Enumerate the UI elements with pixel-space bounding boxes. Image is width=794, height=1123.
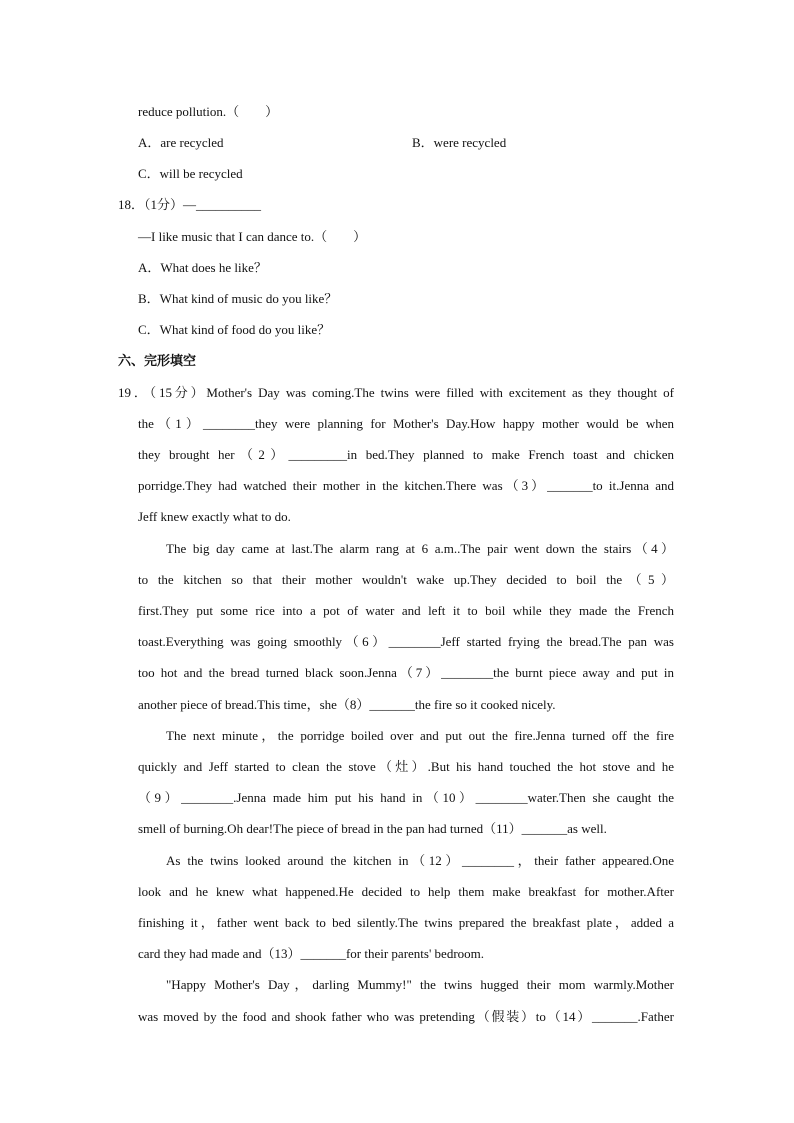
passage-line: to the kitchen so that their mother wouldn't wake up.They decided to boil the（5） [138, 572, 674, 587]
q18-dialogue-line: —I like music that I can dance to.（ ） [138, 229, 367, 244]
q18-option-b: B．What kind of music do you like？ [138, 291, 338, 306]
passage-line: smell of burning.Oh dear!The piece of bread in the pan had turned（11）_______as well. [138, 821, 607, 836]
q17-option-a: A．are recycled [138, 135, 224, 150]
q18-stem: 18．（1分）—__________ [118, 197, 262, 212]
passage-line: The big day came at last.The alarm rang at 6 a.m..The pair went down the stairs（4） [166, 541, 674, 556]
q18-option-a: A．What does he like？ [138, 260, 267, 275]
passage-line: look and he knew what happened.He decided to help them make breakfast for mother.After [138, 884, 674, 899]
q17-stem-tail: reduce pollution.（ ） [138, 104, 279, 119]
passage-line: quickly and Jeff started to clean the stove（灶）.But his hand touched the hot stove and he [138, 759, 674, 774]
passage-line: （9）________.Jenna made him put his hand in（10）________water.Then she caught the [138, 790, 674, 805]
passage-line: they brought her（2）_________in bed.They planned to make French toast and chicken [138, 447, 674, 462]
passage-line: The next minute，the porridge boiled over and put out the fire.Jenna turned off the fire [166, 728, 674, 743]
passage-line: toast.Everything was going smoothly（6）________Jeff started frying the bread.The pan was [138, 634, 674, 649]
q17-option-c: C．will be recycled [138, 166, 243, 181]
passage-line: the（1）________they were planning for Mother's Day.How happy mother would be when [138, 416, 674, 431]
passage-line: porridge.They had watched their mother in the kitchen.There was（3）_______to it.Jenna and [138, 478, 674, 493]
passage-line: was moved by the food and shook father who was pretending（假装）to（14）_______.Father [138, 1009, 674, 1024]
passage-line: another piece of bread.This time，she（8）_______the fire so it cooked nicely. [138, 697, 556, 712]
passage-line: 19．（15分）Mother's Day was coming.The twins were filled with excitement as they thought of [118, 385, 674, 400]
passage-line: finishing it，father went back to bed silently.The twins prepared the breakfast plate，added a [138, 915, 674, 930]
passage-line: "Happy Mother's Day，darling Mummy!" the twins hugged their mom warmly.Mother [166, 977, 674, 992]
passage-line: first.They put some rice into a pot of water and left it to boil while they made the French [138, 603, 674, 618]
section-title: 六、完形填空 [118, 353, 197, 368]
passage-line: too hot and the bread turned black soon.Jenna（7）________the burnt piece away and put in [138, 665, 674, 680]
passage-line: As the twins looked around the kitchen in（12）________，their father appeared.One [166, 853, 674, 868]
q17-option-b: B．were recycled [412, 135, 507, 150]
passage-line: Jeff knew exactly what to do. [138, 509, 291, 524]
passage-line: card they had made and（13）_______for their parents' bedroom. [138, 946, 485, 961]
q18-option-c: C．What kind of food do you like？ [138, 322, 331, 337]
